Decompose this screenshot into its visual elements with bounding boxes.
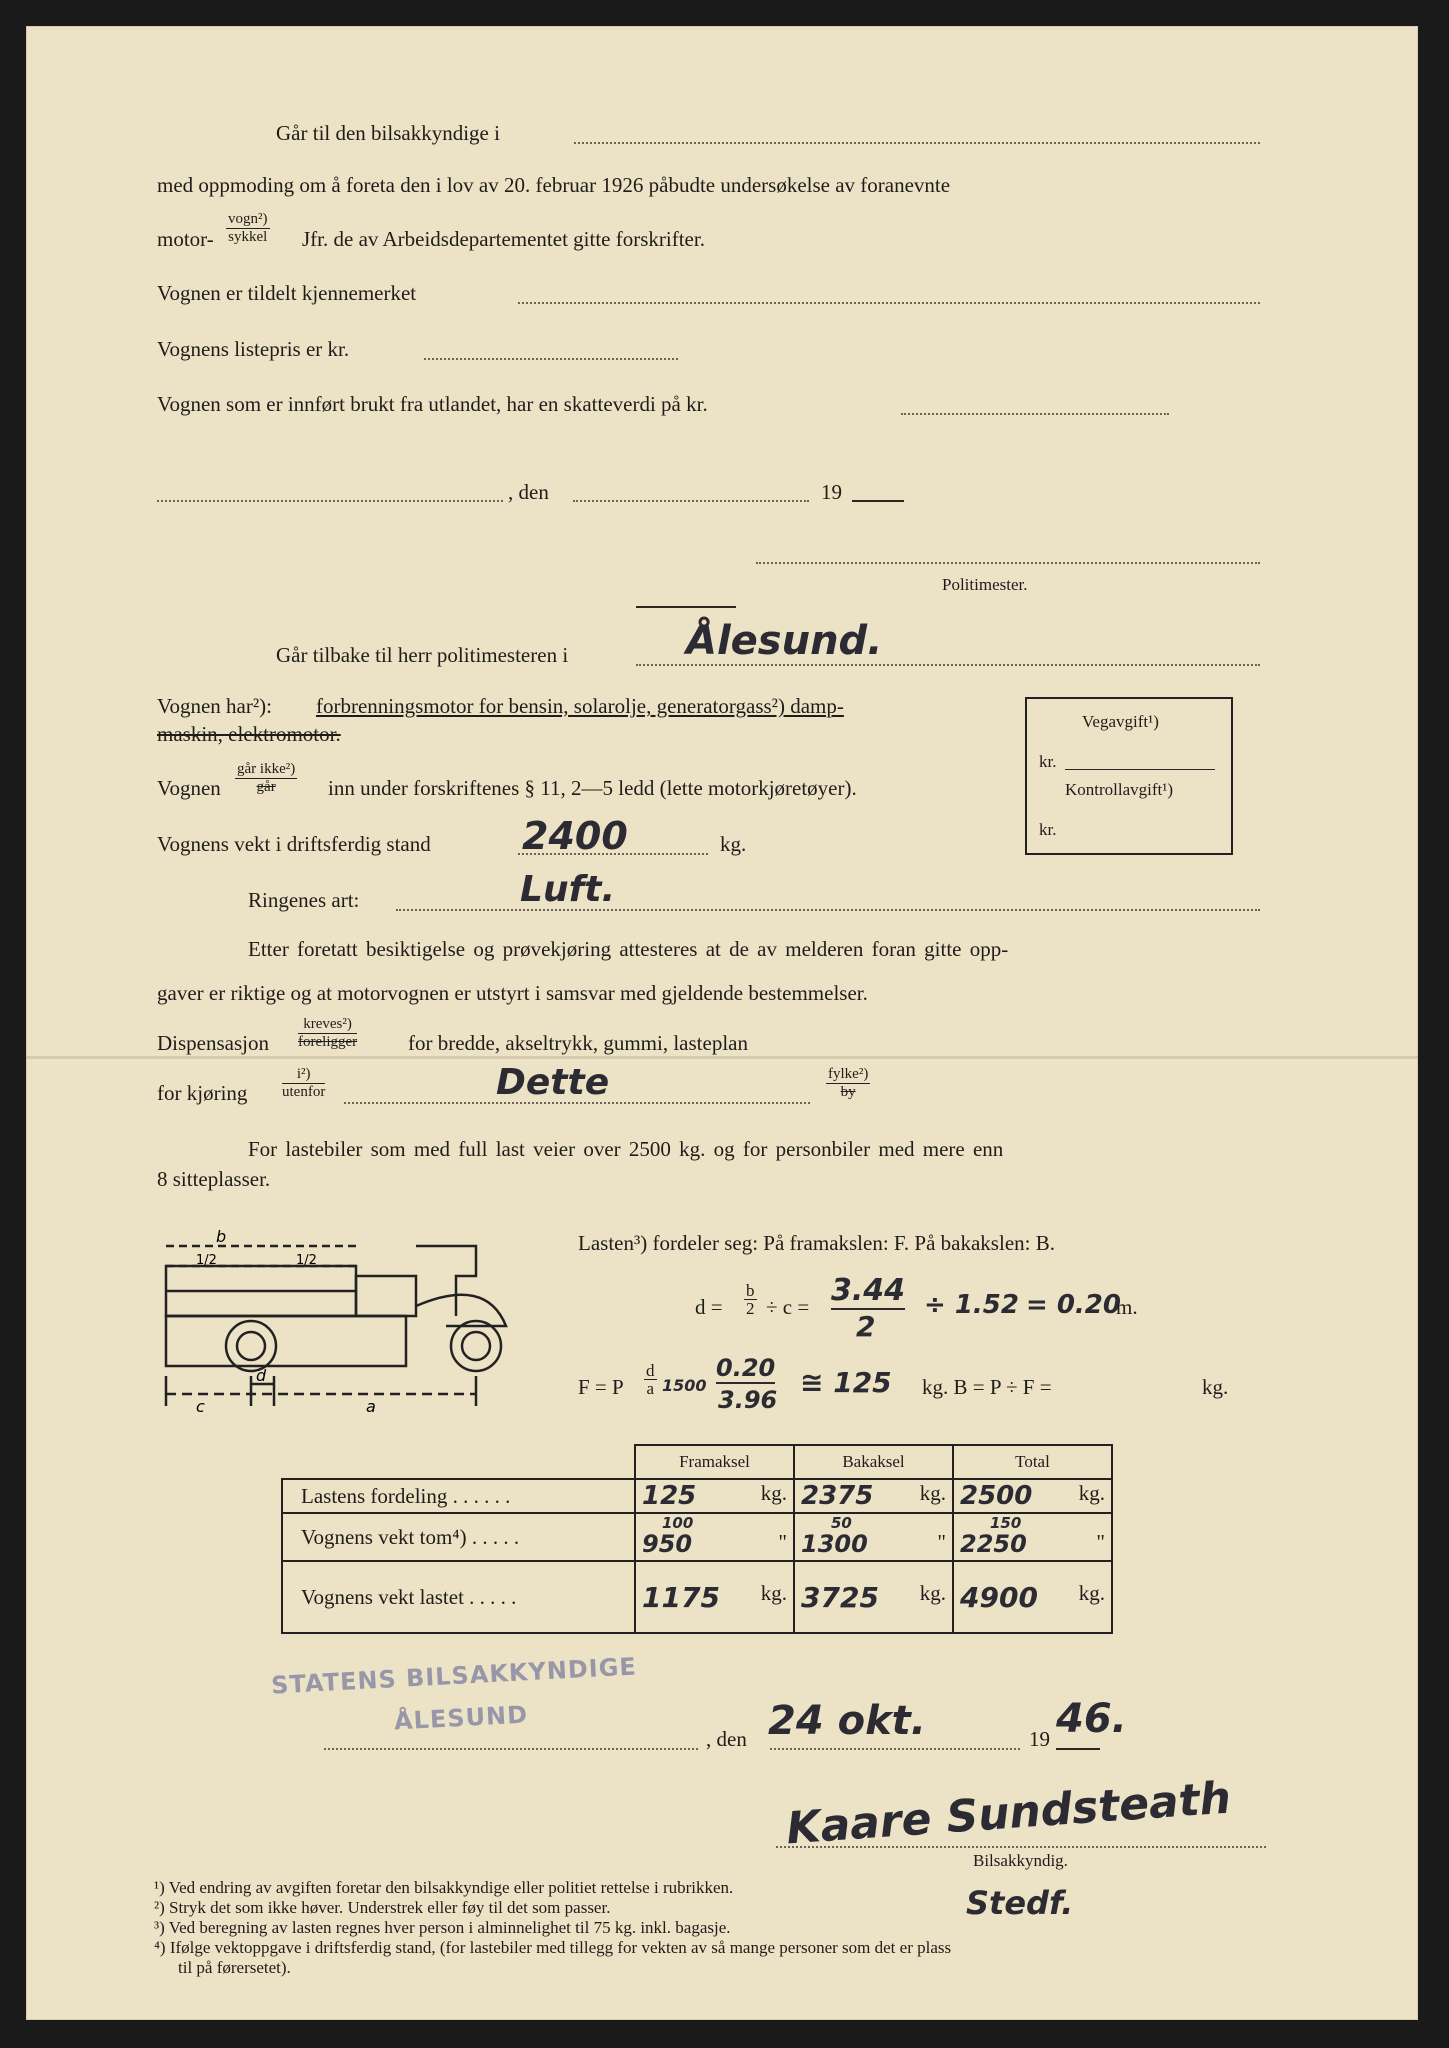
field-place-2[interactable] [324,1748,698,1750]
diagram-label-d: d [256,1366,267,1385]
motor-types-1: forbrenningsmotor for bensin, solarolje, generatorgass²) damp- [316,694,844,718]
label-vekt-kg: kg. [720,832,747,856]
handwritten-ringenes: Luft. [520,869,616,910]
stamp-line-2: ÅLESUND [393,1700,529,1736]
label-forskrift: inn under forskriftenes § 11, 2—5 ledd (lette motorkjøretøyer). [328,776,857,800]
row-label: Vognens vekt tom⁴) . . . . . [282,1513,635,1561]
label-bilsakkyndig: Bilsakkyndig. [973,1851,1068,1870]
field-year-2[interactable] [1056,1748,1100,1750]
field-politimester-sign[interactable] [756,562,1260,564]
label-vognen-har: Vognen har²): [157,694,272,718]
fylke-fraction [826,1066,870,1101]
label-disp-for: for bredde, akseltrykk, gummi, lasteplan [408,1031,748,1055]
label-skatteverdi: Vognen som er innført brukt fra utlandet, har en skatteverdi på kr. [157,392,708,416]
unit-fram: kg. [760,1580,787,1605]
motor-frac-den: sykkel [228,229,268,245]
diagram-label-a: a [366,1397,376,1416]
table-row [282,1513,1112,1561]
field-year-1[interactable] [852,500,904,502]
handwritten-344: 3.44 [831,1273,906,1308]
label-veg-kr: kr. [1039,752,1057,771]
formula-dd: d [646,1361,655,1380]
field-skatteverdi[interactable] [901,413,1169,415]
disp-den: foreligger [298,1034,358,1050]
handwritten-1500: 1500 [662,1376,707,1395]
footnote-3: ³) Ved beregning av lasten regnes hver person i alminnelighet til 75 kg. inkl. bagasje. [154,1918,731,1937]
cell-fram[interactable] [635,1513,794,1561]
cell-fram[interactable] [635,1479,794,1514]
line-bilsakkyndige: Går til den bilsakkyndige i [276,121,500,145]
header-bakaksel: Bakaksel [794,1445,953,1479]
handwritten-152: ÷ 1.52 [924,1290,1019,1320]
kjoring-num: i²) [282,1066,325,1084]
unit-total: kg. [1078,1580,1105,1605]
label-kontroll-kr: kr. [1039,820,1057,839]
avgift-box [1025,697,1233,855]
value-total: 2250 [960,1530,1027,1559]
cell-total[interactable] [953,1561,1112,1633]
text-etter-2: gaver er riktige og at motorvognen er utstyrt i samsvar med gjeldende bestemmelser. [157,981,868,1005]
label-dispensasjon: Dispensasjon [157,1031,269,1055]
label-den-1: , den [508,480,549,504]
form-page [26,26,1418,2020]
label-den-2: , den [706,1727,747,1751]
text-etter-1: Etter foretatt besiktigelse og prøvekjøring attesteres at de av melderen foran gitte opp- [248,937,1009,961]
formula-F: F = P [578,1375,624,1399]
kjoring-den: utenfor [282,1084,326,1100]
value-fram: 950 [642,1530,693,1559]
motor-prefix: motor- [157,227,214,251]
value-total: 2500 [960,1481,1033,1512]
header-total: Total [953,1445,1112,1479]
field-date-2[interactable] [770,1748,1020,1750]
handwritten-020: = 0.20 [1026,1290,1121,1320]
formula-d: d = [695,1295,723,1319]
formula-kg-end: kg. [1202,1375,1229,1399]
disp-num: kreves²) [298,1016,357,1034]
motor-suffix: Jfr. de av Arbeidsdepartementet gitte forskrifter. [302,227,705,251]
label-vegavgift: Vegavgift¹) [1082,712,1159,731]
formula-b: b [746,1281,755,1300]
value-fram-sup: 100 [662,1514,694,1533]
diagram-label-half-2: 1/2 [296,1253,317,1268]
value-bak: 2375 [801,1481,874,1512]
value-total-sup: 150 [990,1514,1022,1533]
formula-minus-c: ÷ c = [766,1295,810,1319]
table-row [282,1561,1112,1633]
diagram-label-b: b [216,1227,227,1246]
handwritten-396: 3.96 [718,1386,778,1414]
footnote-1: ¹) Ved endring av avgiften foretar den bilsakkyndige eller politiet rettelse i rubrikken. [154,1878,734,1897]
value-bak: 1300 [801,1530,868,1559]
label-kjennemerke: Vognen er tildelt kjennemerket [157,281,417,305]
formula-m: m. [1116,1295,1138,1319]
divider-short [636,606,736,608]
footnote-4-cont: til på førersetet). [178,1958,291,1977]
signature: Kaare Sundsteath [784,1772,1233,1855]
handwritten-stedf: Stedf. [966,1884,1074,1922]
motor-fraction [226,211,270,246]
value-bak: 3725 [801,1580,879,1614]
value-fram: 125 [642,1481,697,1512]
formula-two: 2 [746,1299,755,1318]
label-ringenes: Ringenes art: [248,888,360,912]
text-laste-2: 8 sitteplasser. [157,1167,271,1191]
handwritten-year: 46. [1056,1696,1127,1742]
field-listepris[interactable] [424,358,678,360]
label-listepris: Vognens listepris er kr. [157,337,350,361]
formula-b-over-2 [744,1282,757,1317]
cell-fram[interactable] [635,1561,794,1633]
label-vekt: Vognens vekt i driftsferdig stand [157,832,431,856]
gar-num: går ikke²) [237,761,296,777]
label-kontrollavgift: Kontrollavgift¹) [1065,780,1174,799]
motor-frac-num: vogn²) [228,211,268,227]
stamp-line-1: STATENS BILSAKKYNDIGE [270,1652,638,1700]
field-date-1[interactable] [573,500,809,502]
text-laste-1: For lastebiler som med full last veier over 2500 kg. og for personbiler med mere enn [248,1137,1004,1161]
table-row [282,1479,1112,1514]
label-vognen: Vognen [157,776,221,800]
field-kjennemerke[interactable] [518,302,1260,304]
motor-types-2: maskin, elektromotor. [157,722,341,746]
row-label: Lastens fordeling . . . . . . [282,1479,635,1514]
cell-bak[interactable] [794,1513,953,1561]
header-framaksel: Framaksel [635,1445,794,1479]
diagram-label-half-1: 1/2 [196,1253,217,1268]
label-politimester: Politimester. [942,575,1028,594]
truck-diagram [156,1216,576,1416]
cell-bak[interactable] [794,1561,953,1633]
value-total: 4900 [960,1580,1038,1614]
gar-den: går [256,779,276,795]
field-tilbake[interactable] [636,664,1260,666]
footnote-4: ⁴) Ifølge vektoppgave i driftsferdig stand, (for lastebiler med tillegg for vekten av så mange personer som det er plass [154,1938,952,1957]
field-place[interactable] [157,500,503,502]
field-vegavgift[interactable] [1065,769,1215,770]
unit-total: " [1096,1530,1105,1555]
diagram-label-c: c [196,1397,205,1416]
label-tilbake: Går tilbake til herr politimesteren i [276,643,569,667]
label-kjoring: for kjøring [157,1081,248,1105]
fylke-num: fylke²) [828,1066,869,1082]
handwritten-date: 24 okt. [768,1698,926,1744]
handwritten-2: 2 [856,1310,876,1343]
label-19-1: 19 [821,480,842,504]
cell-bak[interactable] [794,1479,953,1514]
handwritten-alesund: Ålesund. [686,618,883,664]
gar-fraction [235,761,297,796]
footnote-2: ²) Stryk det som ikke høver. Understrek eller føy til det som passer. [154,1898,611,1917]
cell-total[interactable] [953,1513,1112,1561]
handwritten-vekt: 2400 [522,814,628,858]
formula-da: a [646,1379,655,1398]
value-bak-sup: 50 [831,1514,852,1533]
paper-fold [26,1056,1418,1059]
unit-fram: " [778,1530,787,1555]
handwritten-kjoring: Dette [496,1062,610,1103]
formula-d-over-a [644,1362,657,1397]
field-bilsakkyndige[interactable] [574,142,1260,144]
cell-total[interactable] [953,1479,1112,1514]
disp-fraction [298,1016,357,1051]
unit-total: kg. [1078,1481,1105,1506]
handwritten-020-b: 0.20 [716,1354,776,1382]
unit-bak: kg. [919,1481,946,1506]
load-table [281,1444,1113,1634]
formula-B: kg. B = P ÷ F = [922,1375,1052,1399]
row-label: Vognens vekt lastet . . . . . [282,1561,635,1633]
unit-bak: kg. [919,1580,946,1605]
kjoring-fraction [282,1066,325,1101]
label-19-2: 19 [1029,1727,1050,1751]
unit-bak: " [937,1530,946,1555]
value-fram: 1175 [642,1580,720,1614]
text-lasten: Lasten³) fordeler seg: På framakslen: F. På bakakslen: B. [578,1231,1055,1255]
fylke-den: by [840,1084,856,1100]
handwritten-125: ≅ 125 [800,1366,892,1399]
line-oppmoding: med oppmoding om å foreta den i lov av 20. februar 1926 påbudte undersøkelse av foranevnte [157,173,951,197]
unit-fram: kg. [760,1481,787,1506]
